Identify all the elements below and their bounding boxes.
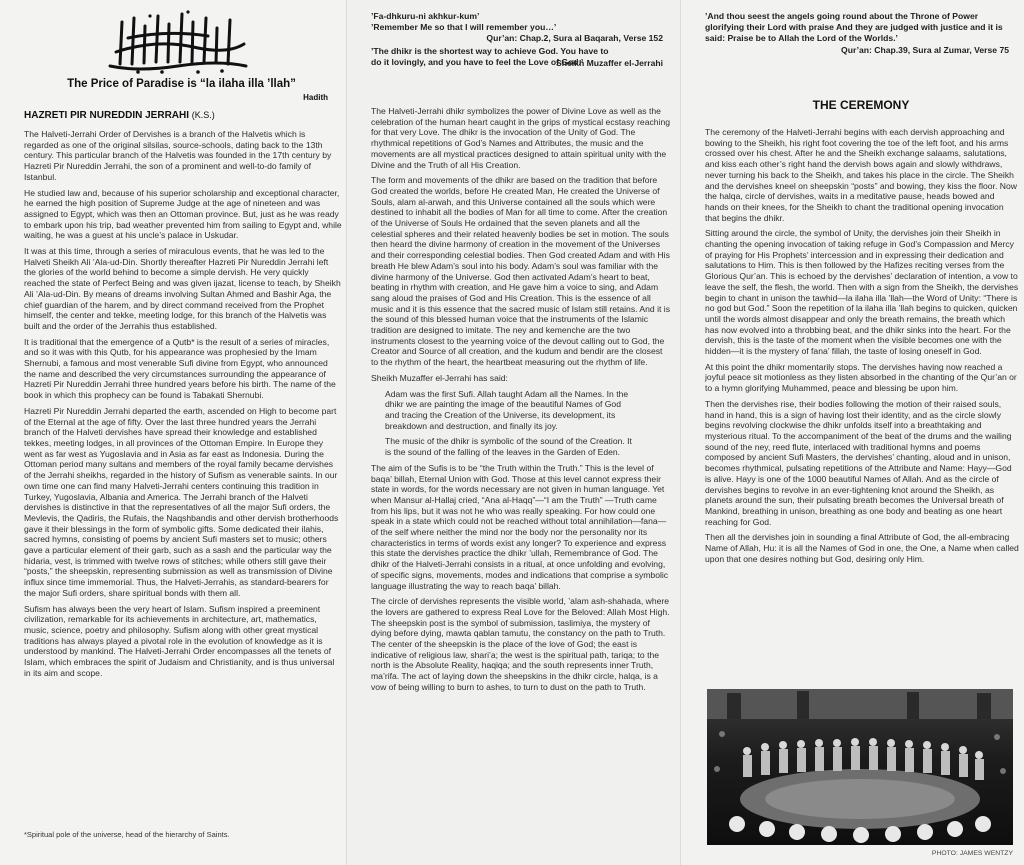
paragraph: Sufism has always been the very heart of Islam. Sufism inspired a preeminent civilization, remarkable for its achievements in architecture, art, mathematics, music, science, poetry and philosophy. Sufism along with other great mystical traditions has always played a pivotal role in the evolution of knowledge as it is understood by mankind. The Halveti-Jerrahi Order encompasses all the tenets of Islam, which embraces the spirit of Judaism and Christianity, and is thus universal in its aim and scope.	[24, 603, 335, 678]
paragraph: Sheikh Muzaffer el-Jerrahi has said:	[371, 372, 508, 383]
column-left-body	[24, 129, 342, 683]
title-source: Hadith	[303, 93, 328, 102]
column-middle	[347, 0, 681, 865]
photo-credit: PHOTO: JAMES WENTZY	[931, 850, 1013, 857]
quotes-block	[371, 11, 663, 69]
paragraph: He studied law and, because of his superior scholarship and exceptional character, he earned the high position of Supreme Judge at the age of nineteen and was assigned to Egypt, which was then an Ottoman province. But, just as he was ready to embark upon his trip, bad weather prevented him from sailing to Egypt and, while waiting, he was a guest at his uncle’s palace in Uskudar.	[24, 187, 342, 241]
paragraph: The aim of the Sufis is to be “the Truth within the Truth.” This is the level of baqa’ billah, Eternal Union with God. Those at this level cannot express their state in words, for the words necessary are not given in human language. Yet when Mansur al-Hallaj cried, “Ana al-Haqq”—“I am the Truth” —Truth came from his lips, but it was not he who was really speaking. For how could one speak in a state which could not be reached without total annihilation—fana—of the self where neither the mind nor the body nor the personality nor its characteristics in terms of words exist any longer? To experience and express this state the dervishes practice the dhikr ’ullah, Remembrance of God. The dhikr of the Halveti-Jerrahi consists in a ritual, at once unfolding and evolving, of specific signs, movements, modes and indications that comprise a symbolic language illustrating the way to reach baqa’ billah.	[371, 462, 669, 591]
paragraph: The form and movements of the dhikr are based on the tradition that before God created the worlds, before He created Man, He created the Universe of Souls, alam al-arwah, and this Universe contained all the souls which were destined to inhabit all the bodies of Man for all time to come. After the creation of the Universe of Souls He ordained that the seven planets and all the celestial spheres and their related heavenly bodies be set in motion. The souls then heard the divine harmony of creation in the movement of the Universes and their corresponding celestial bodies. Then God created Adam and with His breath He blew Adam’s soul into his body. Adam’s soul was familiar with the divine harmony of the Universe. God then activated Adam’s heart to beat, beating in rhythm with creation, and He gave him a voice to sing, and Adam sang aloud the praises of God and His Creation. This is the essence of all music and it is this essence that the sacred music of Islam still retains. And it is the sound of this blessed human voice that the instruments of the Islamic tradition are designed to imitate. The ney and kemenche are the two instruments closest to the yearning voice of the devout calling out to God, the Creator and Source of all creation, and the kudum and bendir are the closest to the rhythm of the heart, the heartbeat measuring out the rhythm of life.	[371, 175, 670, 368]
quote-line: ’Fa-dhkuru-ni akhkur-kum’	[371, 11, 480, 21]
section-heading: THE CEREMONY	[812, 98, 910, 112]
footnote: *Spiritual pole of the universe, head of the hierarchy of Saints.	[24, 830, 230, 839]
paragraph: The Halveti-Jerrahi Order of Dervishes is a branch of the Halvetis which is regarded as one of the original silsilas, source-schools, dating back to the 13th century. This particular branch of the Halvetis was founded in the 17th century by Hazreti Pir Nureddin Jerrahi, the son of a prominent and well-to-do family of Istanbul.	[24, 129, 332, 182]
indented-quote: Adam was the first Sufi. Allah taught Adam all the Names. In the dhikr we are painting the image of the beautiful Names of God and tracing the Creation of the Universe, its development, its breakdown and destruction, and finally its joy.	[385, 388, 629, 431]
indented-quote: The music of the dhikr is symbolic of the sound of the Creation. It is the sound of the falling of the leaves in the Garden of Eden.	[385, 436, 632, 458]
paragraph: The ceremony of the Halveti-Jerrahi begins with each dervish approaching and bowing to the Sheikh, his right foot covering the toe of the left foot, and his arms crossed over his chest. After he and the Sheikh exchange salaams, salutations, and kiss each other’s right hand the dervish bows again and slowly withdraws, never turning his back to the Sheikh, and takes his place in the circle. The Sheikh and the dervishes kneel on sheepskin “posts” and bowing, they kiss the floor. Now the halqa, circle of dervishes, waits in a meditative pause, heads bowed and hands on their knees, for the Sheikh to chant the traditional opening invocation that begins the dhikr.	[705, 127, 1017, 223]
column-right-body	[705, 127, 1019, 569]
page-title: The Price of Paradise is “la ilaha illa ’llah”	[67, 78, 296, 90]
author-name: HAZRETI PIR NUREDDIN JERRAHI	[24, 110, 190, 121]
quote-text: ’And thou seest the angels going round about the Throne of Power glorifying their Lord with praise And they are judged with justice and it is said: Praise be to Allah the Lord of the Worlds.’	[705, 11, 1003, 43]
paragraph: It is traditional that the emergence of a Qutb* is the result of a series of miracles, and so it was with this Qutb, for his appearance was prophesied by the Imam Shernubi, a famous and most venerable Sufi divine from Egypt, who announced the name and described the very circumstances surrounding the appearance of Hazreti Pir Nureddin Jerrahi three hundred years before his birth. The name of the book in which this prophecy can be found is Tabakati Shernubi.	[24, 336, 336, 401]
quote-source: Qur’an: Chap.39, Sura al Zumar, Verse 75	[841, 45, 1009, 56]
paragraph: Then the dervishes rise, their bodies following the motion of their raised souls, hand in hand, this is a sign of having lost their identity, and as the circle slowly begins revolving clockwise the dhikr unfolds itself into a breathtaking and mysterious ritual. To the accompaniment of the beat of the drums and the wailing sound of the ney, reed flute, interlaced with traditional hymns and poems composed by ancient Sufi Masters, the dervishes’ chanting, aloud and in unison, becomes rhythmical, pulsating repetitions of the Attribute and Name: Hayy—God is alive. Hayy is one of the 1000 beautiful Names of Allah. And as the circle of dervishes begins to revolve in an ever-tightening knot around the Sheikh, as planets around the sun, their pulsating breath becomes the Universal breath of Mankind, breathing in unison, breathing as one body and beating as one heart reaching for God.	[705, 398, 1012, 527]
paragraph: The Halveti-Jerrahi dhikr symbolizes the power of Divine Love as well as the celebration of the human heart caught in the grips of mystical ecstasy reaching for that very Love. The dhikr is the invocation of the Unity of God. The rhythmical repetitions of God’s Names and Attributes, the music and the movements are all mystical practices designed to attain spiritual unity with the Divine and the Truth of all His Creation.	[371, 106, 671, 170]
paragraph: Then all the dervishes join in sounding a final Attribute of God, the all-embracing Name of Allah, Hu: it is all the Names of God in one, the One, a Name when called upon that one desires nothing but God, desiring only Him.	[705, 532, 1019, 564]
dervish-ceremony-photo-icon	[707, 689, 1013, 845]
author-suffix: (K.S.)	[191, 110, 215, 120]
quotes-block	[705, 11, 1009, 56]
quote-source: Sheikh Muzaffer el-Jerrahi	[556, 57, 663, 68]
quote-source: Qur’an: Chap.2, Sura al Baqarah, Verse 152	[486, 32, 663, 43]
paragraph: The circle of dervishes represents the visible world, ’alam ash-shahada, where the lovers are gathered to express Real Love for the Beloved: Allah Most High. The sheepskin post is the symbol of submission, taslimiya, the mystery of dying before dying, mawta qablan tamutu, the constancy on the path to Truth. The center of the sheepskin is the place of the love of God; the east is indicative of religious law, shari’a; the west is the spiritual path, tariqa; to the north is the Absolute Reality, haqiqa; and the south represents inner Truth, ma’rifa. The act of laying down the sheepskins in the dhikr circle, halqa, is a vow of being willing to burn to ashes, to turn to dust on the path to Truth.	[371, 596, 670, 692]
quote-text: ’The dhikr is the shortest way to achieve God. You have to do it lovingly, and you have to feel the Love of God.’	[371, 46, 609, 68]
paragraph: At this point the dhikr momentarily stops. The dervishes having now reached a joyful peace sit motionless as they listen absorbed in the chanting of the Qur’an or to a hymn glorifying Muhammed, peace and blessing be upon him.	[705, 361, 1017, 394]
calligraphy-emblem-icon	[98, 8, 258, 78]
paragraph: It was at this time, through a series of miraculous events, that he was led to the Halveti Sheikh Ali ’Ala-ud-Din. Shortly thereafter Hazreti Pir Nureddin Jerrahi left the glories of the world behind to become a simple dervish. He very quickly reached the state of Perfect Being and was given ijazat, license to teach, by Sheikh Ali ’Ala-ud-Din. By means of dreams involving Sultan Ahmed and Bashir Aga, the chief guardian of the harem, and by direct command received from the Prophet himself, the center and tekke, meeting lodge, for this branch of the Halvetis was built and the order of the Jerrahis thus established.	[24, 246, 341, 331]
column-left	[0, 0, 347, 865]
quote-line: ’Remember Me so that I will remember you…’	[371, 21, 557, 32]
paragraph: Sitting around the circle, the symbol of Unity, the dervishes join their Sheikh in chanting the opening invocation of taking refuge in God’s Compassion and Mercy of praying for His Prophets’ intercession and in expressing their dedication and salutations to Him. This is then followed by the Hafizes reciting verses from the Glorious Qur’an. This is echoed by the dervishes’ declaration of intention, a vow to leave the self, the flesh, the world. Then with a sign from the Sheikh, the dervishes begin to chant in unison the tawhid—la ilaha illa ’llah—the Word of Unity: “There is no god but God.” Soon the repetition of la ilaha illa ’llah begins to quicken, quicken until the words almost disappear and only the breath remains, the breath which has now evolved into a throbbing beat, and the dhikr sinks into the heart. For the dervish, this is the taste of the moment when the visible becomes one with the hidden—it is the mystery of fana’ fillah, the taste of losing oneself in God.	[705, 228, 1019, 357]
column-middle-body	[371, 106, 671, 698]
author-heading	[24, 110, 344, 121]
column-right	[681, 0, 1024, 865]
paragraph: Hazreti Pir Nureddin Jerrahi departed the earth, ascended on High to become part of the Eternal at the age of fifty. Over the last three hundred years the Jerrahi branch of the Halveti dervishes have spread their knowledge and established tekkes, meeting lodges, in all provinces of the Ottoman Empire. In Europe they went as far west as Yugoslavia and in Asia as far east as Indonesia. During the Ottoman period many sultans and members of the royal family became dervishes of the Jerrahi sheikhs, regarded in the history of Sufism as venerable saints. In our own time one can find many Halveti-Jerrahi centers continuing this tradition in Turkey, Yugoslavia, Albania and America. The Jerrahi branch of the Halveti dervishes is distinctive in that the representatives of all the major Sufi orders, the Mevlevis, the Qadiris, the Rufais, the Naqshbandis and other dervish brotherhoods gave it their blessings in the form of symbolic gifts. Some dedicated their ilahis, sacred hymns, consisting of poems by ancient Sufi masters set to music; others gave a particular element of their garb, such as a sash and the particular way the hidaria, vest, is trimmed with twelve rows of stitches; while others still gave their “posts,” the sheepskin, representing submission as well as transmission of Divine influx since time immemorial. Thus, the Halveti-Jerrahis, as standard-bearers for the major Sufi orders, share spiritual bonds with them all.	[24, 405, 339, 598]
